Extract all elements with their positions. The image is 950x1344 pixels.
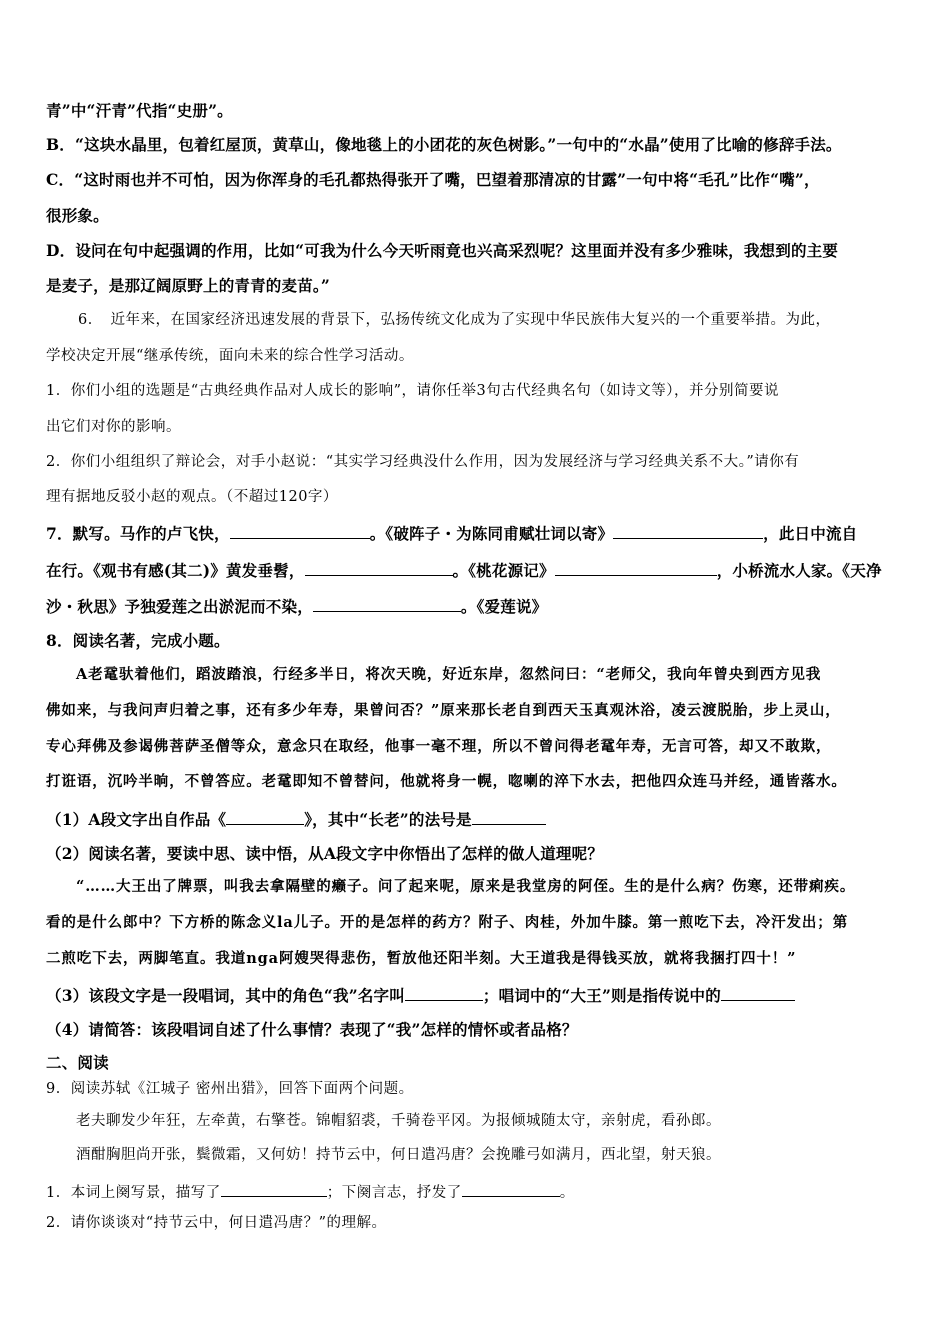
q8-subq1	[46, 811, 910, 828]
q7-line3	[46, 598, 910, 615]
q7-text-5: 。《桃花源记》	[452, 561, 555, 580]
q8-passage-a-line3: 专心拜佛及参谒佛菩萨圣僧等众，意念只在取经，他事一毫不理，所以不曾问得老鼋年寿，无言可答，却又不敢欺，	[46, 738, 832, 755]
q9-sub1	[46, 1183, 910, 1201]
q5-option-d-line1: D．设问在句中起强调的作用，比如“可我为什么今天听雨竟也兴高采烈呢？这里面并没有多少雅味，我想到的主要	[46, 241, 839, 260]
q9-poem-line1: 老夫聊发少年狂，左牵黄，右擎苍。锦帽貂裘，千骑卷平冈。为报倾城随太守，亲射虎，看孙郎。	[76, 1113, 721, 1129]
q8-passage-a-line1: A老鼋驮着他们，蹈波踏浪，行经多半日，将次天晚，好近东岸，忽然问曰：“老师父，我向年曾央到西方见我	[76, 666, 822, 683]
q9-sub1-blank-2[interactable]	[462, 1183, 560, 1197]
q9-sub1-blank-1[interactable]	[221, 1183, 327, 1197]
q8-passage-b-line3: 二煎吃下去，两脚笔直。我道nga阿嫂哭得悲伤，暂放他还阳半刻。大王道我是得钱买放，就将我捆打四十！”	[46, 950, 797, 967]
q7-blank-1[interactable]	[230, 525, 370, 539]
q8-subq1-blank-2[interactable]	[472, 811, 546, 825]
q7-line1	[46, 525, 910, 542]
q8-subq3	[46, 987, 910, 1004]
q5-option-a-continuation: 青”中“汗青”代指“史册”。	[46, 101, 233, 120]
q6-intro-line1: 6． 近年来，在国家经济迅速发展的背景下，弘扬传统文化成为了实现中华民族伟大复兴的一个重要举措。为此，	[78, 312, 831, 328]
q8-passage-a-line2: 佛如来，与我问声归着之事，还有多少年寿，果曾问否？”原来那长老自到西天玉真观沐浴，凌云渡脱胎，步上灵山，	[46, 702, 841, 719]
q9-sub1-text-3: 。	[559, 1185, 575, 1201]
q7-line2	[46, 562, 910, 579]
q8-subq3-text-2: ；唱词中的“大王”则是指传说中的	[482, 986, 721, 1005]
q7-blank-5[interactable]	[313, 598, 461, 612]
q5-option-c-line2: 很形象。	[46, 206, 109, 225]
q5-option-b: B．“这块水晶里，包着红屋顶，黄草山，像地毯上的小团花的灰色树影。”一句中的“水晶”使用了比喻的修辞手法。	[46, 135, 842, 154]
q7-text-6: ，小桥流水人家。《天净	[716, 561, 882, 580]
q6-sub1-line1: 1．你们小组的选题是“古典经典作品对人成长的影响”，请你任举3句古代经典名句（如诗文等），并分别简要说	[46, 383, 780, 399]
q9-title: 9．阅读苏轼《江城子 密州出猎》，回答下面两个问题。	[46, 1081, 414, 1097]
q7-blank-4[interactable]	[555, 562, 717, 576]
q8-passage-a-line4: 打诳语，沉吟半晌，不曾答应。老鼋即知不曾替问，他就将身一幌，唿喇的淬下水去，把他四众连马并经，通皆落水。	[46, 773, 847, 790]
q7-text-8: 。《爱莲说》	[460, 597, 548, 616]
q7-text-3: ，此日中流自	[763, 524, 858, 543]
q5-option-d-line2: 是麦子，是那辽阔原野上的青青的麦苗。”	[46, 276, 330, 295]
q9-poem-line2: 酒酣胸胆尚开张，鬓微霜，又何妨！持节云中，何日遣冯唐？会挽雕弓如满月，西北望，射天狼。	[76, 1147, 721, 1163]
q8-subq1-text-2: 》，其中“长老”的法号是	[304, 810, 472, 829]
q8-subq1-text-1: （1）A段文字出自作品《	[46, 810, 227, 829]
q7-text-1: 7．默写。马作的卢飞快，	[46, 524, 230, 543]
q7-text-2: 。《破阵子・为陈同甫赋壮词以寄》	[369, 524, 614, 543]
q9-sub2: 2．请你谈谈对“持节云中，何日遣冯唐？”的理解。	[46, 1215, 387, 1231]
q8-subq4: （4）请简答：该段唱词自述了什么事情？表现了“我”怎样的情怀或者品格？	[46, 1020, 578, 1039]
q7-text-4: 在行。《观书有感(其二)》黄发垂髫，	[46, 561, 305, 580]
q7-blank-2[interactable]	[613, 525, 763, 539]
q9-sub1-text-1: 1．本词上阕写景，描写了	[46, 1185, 221, 1201]
q8-subq3-blank-1[interactable]	[405, 987, 483, 1001]
q8-subq3-text-1: （3）该段文字是一段唱词，其中的角色“我”名字叫	[46, 986, 405, 1005]
q8-subq2: （2）阅读名著，要读中思、读中悟，从A段文字中你悟出了怎样的做人道理呢？	[46, 844, 604, 863]
q7-text-7: 沙・秋思》予独爱莲之出淤泥而不染，	[46, 597, 313, 616]
q6-sub2-line1: 2．你们小组组织了辩论会，对手小赵说：“其实学习经典没什么作用，因为发展经济与学习经典关系不大。”请你有	[46, 454, 800, 470]
q7-blank-3[interactable]	[305, 562, 453, 576]
q8-title: 8．阅读名著，完成小题。	[46, 631, 230, 650]
q6-sub2-line2: 理有据地反驳小赵的观点。（不超过120字）	[46, 489, 338, 505]
q8-passage-b-line2: 看的是什么郎中？下方桥的陈念义la儿子。开的是怎样的药方？附子、肉桂，外加牛膝。第一煎吃下去，冷汗发出；第	[46, 914, 849, 931]
q8-passage-b-line1: “……大王出了牌票，叫我去拿隔壁的癞子。问了起来呢，原来是我堂房的阿侄。生的是什么病？伤寒，还带痢疾。	[76, 878, 856, 895]
q6-intro-line2: 学校决定开展“继承传统，面向未来的综合性学习活动。	[46, 348, 414, 364]
q6-sub1-line2: 出它们对你的影响。	[46, 419, 181, 435]
q9-sub1-text-2: ；下阕言志，抒发了	[326, 1185, 462, 1201]
q8-subq1-blank-1[interactable]	[226, 811, 304, 825]
section-heading-reading: 二、阅读	[46, 1053, 109, 1072]
q8-subq3-blank-2[interactable]	[721, 987, 795, 1001]
q5-option-c-line1: C．“这时雨也并不可怕，因为你浑身的毛孔都热得张开了嘴，巴望着那清凉的甘露”一句中将“毛孔”比作“嘴”，	[46, 170, 820, 189]
